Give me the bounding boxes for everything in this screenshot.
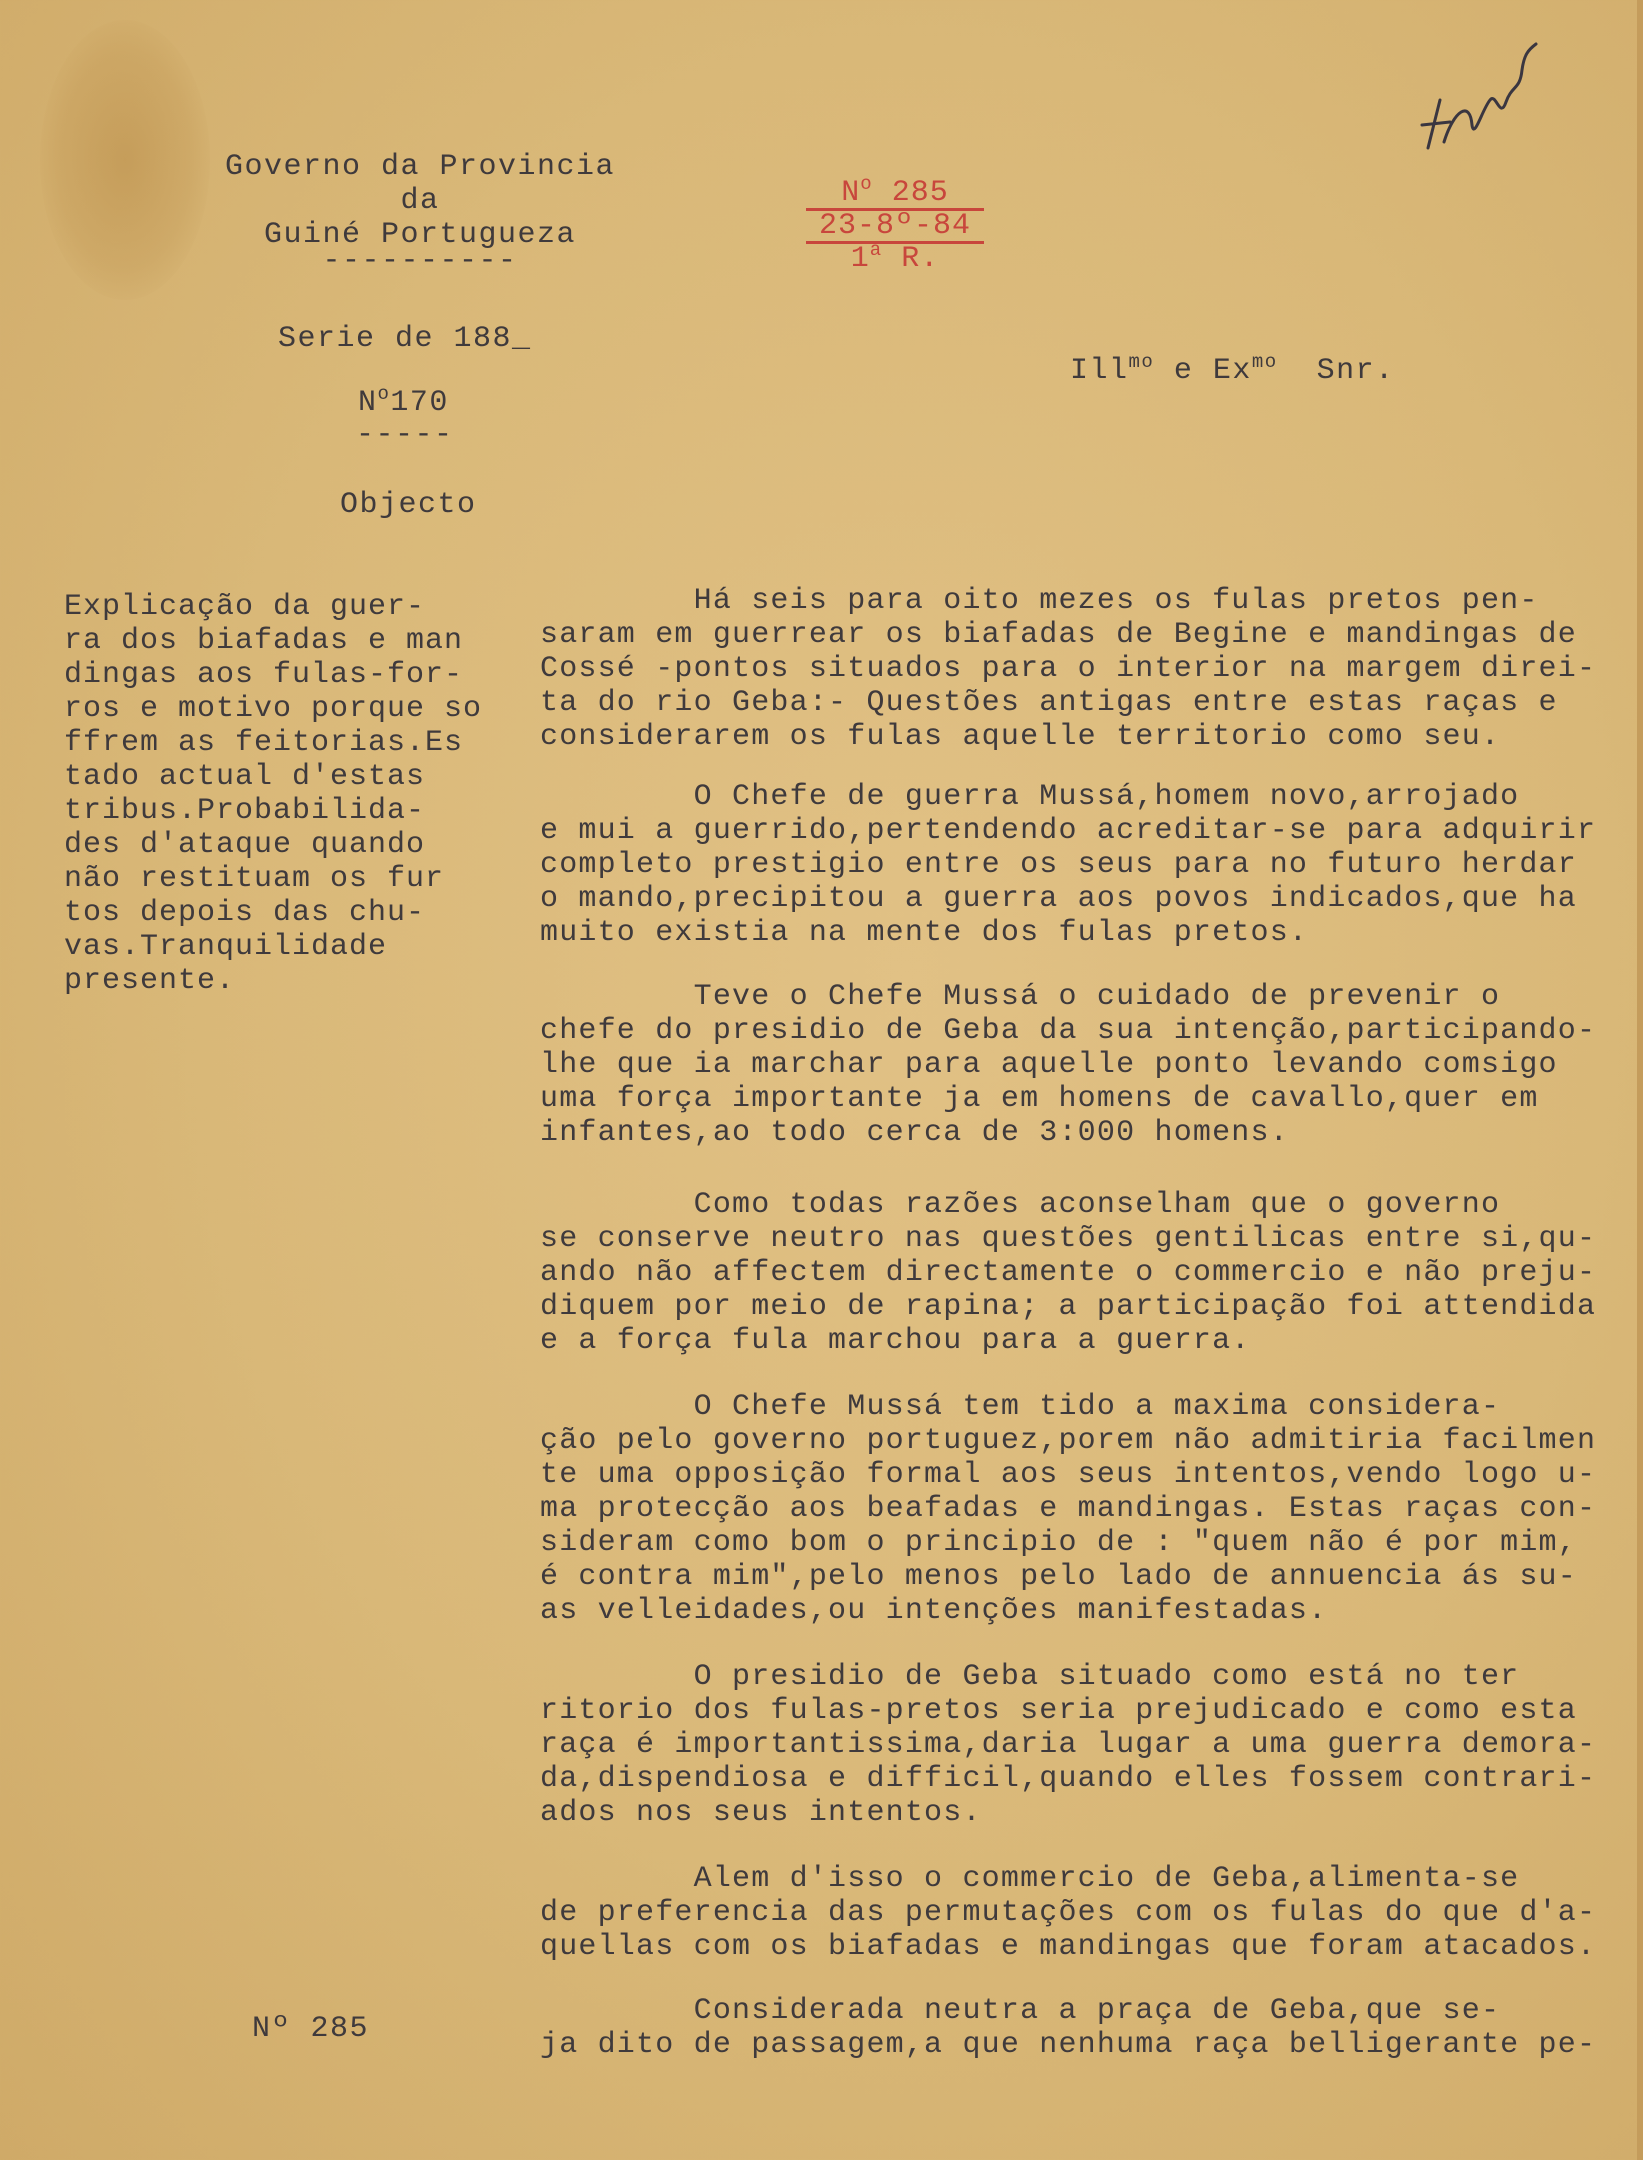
body-line: infantes,ao todo cerca de 3:000 homens.	[540, 1116, 1289, 1150]
body-line: muito existia na mente dos fulas pretos.	[540, 916, 1309, 950]
issuer-line-3: Guiné Portugueza	[263, 218, 577, 252]
body-line: O Chefe Mussá tem tido a maxima considera-	[540, 1390, 1501, 1424]
footer-number: Nº 285	[252, 2012, 370, 2046]
number-rule: -----	[356, 418, 454, 452]
issuer-line-2: da	[400, 184, 440, 218]
issuer-line-1: Governo da Provincia	[224, 150, 616, 184]
body-line: raça é importantissima,daria lugar a uma guerra demora-	[540, 1728, 1597, 1762]
summary-line: des d'ataque quando	[64, 828, 426, 862]
body-line: saram em guerrear os biafadas de Begine e mandingas de	[540, 618, 1577, 652]
paragraph-5	[540, 1390, 1643, 1628]
summary-line: tos depois das chu-	[64, 896, 426, 930]
body-line: ados nos seus intentos.	[540, 1796, 982, 1830]
body-line: ando não affectem directamente o commercio e não preju-	[540, 1256, 1597, 1290]
summary-line: ffrem as feitorias.Es	[64, 726, 464, 760]
salutation: Ill$^{mo}$ e $Ex^{mo}$ Snr.	[1070, 351, 1395, 388]
body-line: ritorio dos fulas-pretos seria prejudicado e como esta	[540, 1694, 1577, 1728]
stamp-line-2: 23-8º-84	[806, 211, 984, 244]
margin-summary	[64, 590, 504, 998]
body-line: chefe do presidio de Geba da sua intenção,participando-	[540, 1014, 1597, 1048]
body-line: considerarem os fulas aquelle territorio como seu.	[540, 720, 1501, 754]
summary-line: tribus.Probabilida-	[64, 794, 426, 828]
body-line: Considerada neutra a praça de Geba,que se-	[540, 1994, 1501, 2028]
paragraph-8	[540, 1994, 1643, 2062]
header-rule: ----------	[322, 244, 518, 278]
body-line: e a força fula marchou para a guerra.	[540, 1324, 1251, 1358]
body-line: diquem por meio de rapina; a participação foi attendida	[540, 1290, 1597, 1324]
paragraph-6	[540, 1660, 1643, 1830]
body-line: O Chefe de guerra Mussá,homem novo,arrojado	[540, 780, 1520, 814]
summary-line: vas.Tranquilidade	[64, 930, 388, 964]
paper-stain	[40, 20, 210, 300]
paragraph-2	[540, 780, 1643, 950]
body-line: completo prestigio entre os seus para no futuro herdar	[540, 848, 1577, 882]
body-line: quellas com os biafadas e mandingas que foram atacados.	[540, 1930, 1597, 1964]
stamp-line-1: $N^o$ 285	[806, 178, 984, 211]
body-line: é contra mim",pelo menos pelo lado de annuencia ás su-	[540, 1560, 1577, 1594]
summary-line: Explicação da guer-	[64, 590, 426, 624]
document-number: $N^o170$	[358, 383, 449, 420]
summary-line: ros e motivo porque so	[64, 692, 483, 726]
body-line: uma força importante ja em homens de cavallo,quer em	[540, 1082, 1539, 1116]
issuer-header	[200, 150, 640, 278]
paragraph-1	[540, 584, 1643, 754]
paragraph-7	[540, 1862, 1643, 1964]
handwritten-signature	[1410, 30, 1550, 160]
paragraph-4	[540, 1188, 1643, 1358]
body-line: ja dito de passagem,a que nenhuma raça belligerante pe-	[540, 2028, 1597, 2062]
body-line: e mui a guerrido,pertendendo acreditar-se para adquirir	[540, 814, 1597, 848]
summary-line: presente.	[64, 964, 236, 998]
body-line: o mando,precipitou a guerra aos povos indicados,que ha	[540, 882, 1577, 916]
serie-label: Serie de 188_	[278, 322, 532, 356]
body-line: sideram como bom o principio de : "quem não é por mim,	[540, 1526, 1577, 1560]
body-line: te uma opposição formal aos seus intentos,vendo logo u-	[540, 1458, 1597, 1492]
summary-line: não restituam os fur	[64, 862, 445, 896]
body-line: se conserve neutro nas questões gentilicas entre si,qu-	[540, 1222, 1597, 1256]
body-line: as velleidades,ou intenções manifestadas.	[540, 1594, 1328, 1628]
body-line: Teve o Chefe Mussá o cuidado de prevenir o	[540, 980, 1501, 1014]
body-line: Alem d'isso o commercio de Geba,alimenta-se	[540, 1862, 1520, 1896]
registration-stamp	[800, 173, 990, 276]
summary-line: dingas aos fulas-for-	[64, 658, 464, 692]
summary-line: tado actual d'estas	[64, 760, 426, 794]
body-line: ta do rio Geba:- Questões antigas entre estas raças e	[540, 686, 1558, 720]
body-line: Há seis para oito mezes os fulas pretos pen-	[540, 584, 1539, 618]
body-line: O presidio de Geba situado como está no ter	[540, 1660, 1520, 1694]
summary-line: ra dos biafadas e man	[64, 624, 464, 658]
paragraph-3	[540, 980, 1643, 1150]
body-line: de preferencia das permutações com os fulas do que d'a-	[540, 1896, 1597, 1930]
body-line: Como todas razões aconselham que o governo	[540, 1188, 1501, 1222]
body-line: ção pelo governo portuguez,porem não admitiria facilmen	[540, 1424, 1597, 1458]
body-line: da,dispendiosa e difficil,quando elles fossem contrari-	[540, 1762, 1597, 1796]
subject-heading: Objecto	[340, 488, 477, 522]
body-line: lhe que ia marchar para aquelle ponto levando comsigo	[540, 1048, 1558, 1082]
stamp-line-3: 1$^a$ R.	[850, 239, 940, 276]
body-line: Cossé -pontos situados para o interior na margem direi-	[540, 652, 1597, 686]
body-line: ma protecção aos beafadas e mandingas. Estas raças con-	[540, 1492, 1597, 1526]
